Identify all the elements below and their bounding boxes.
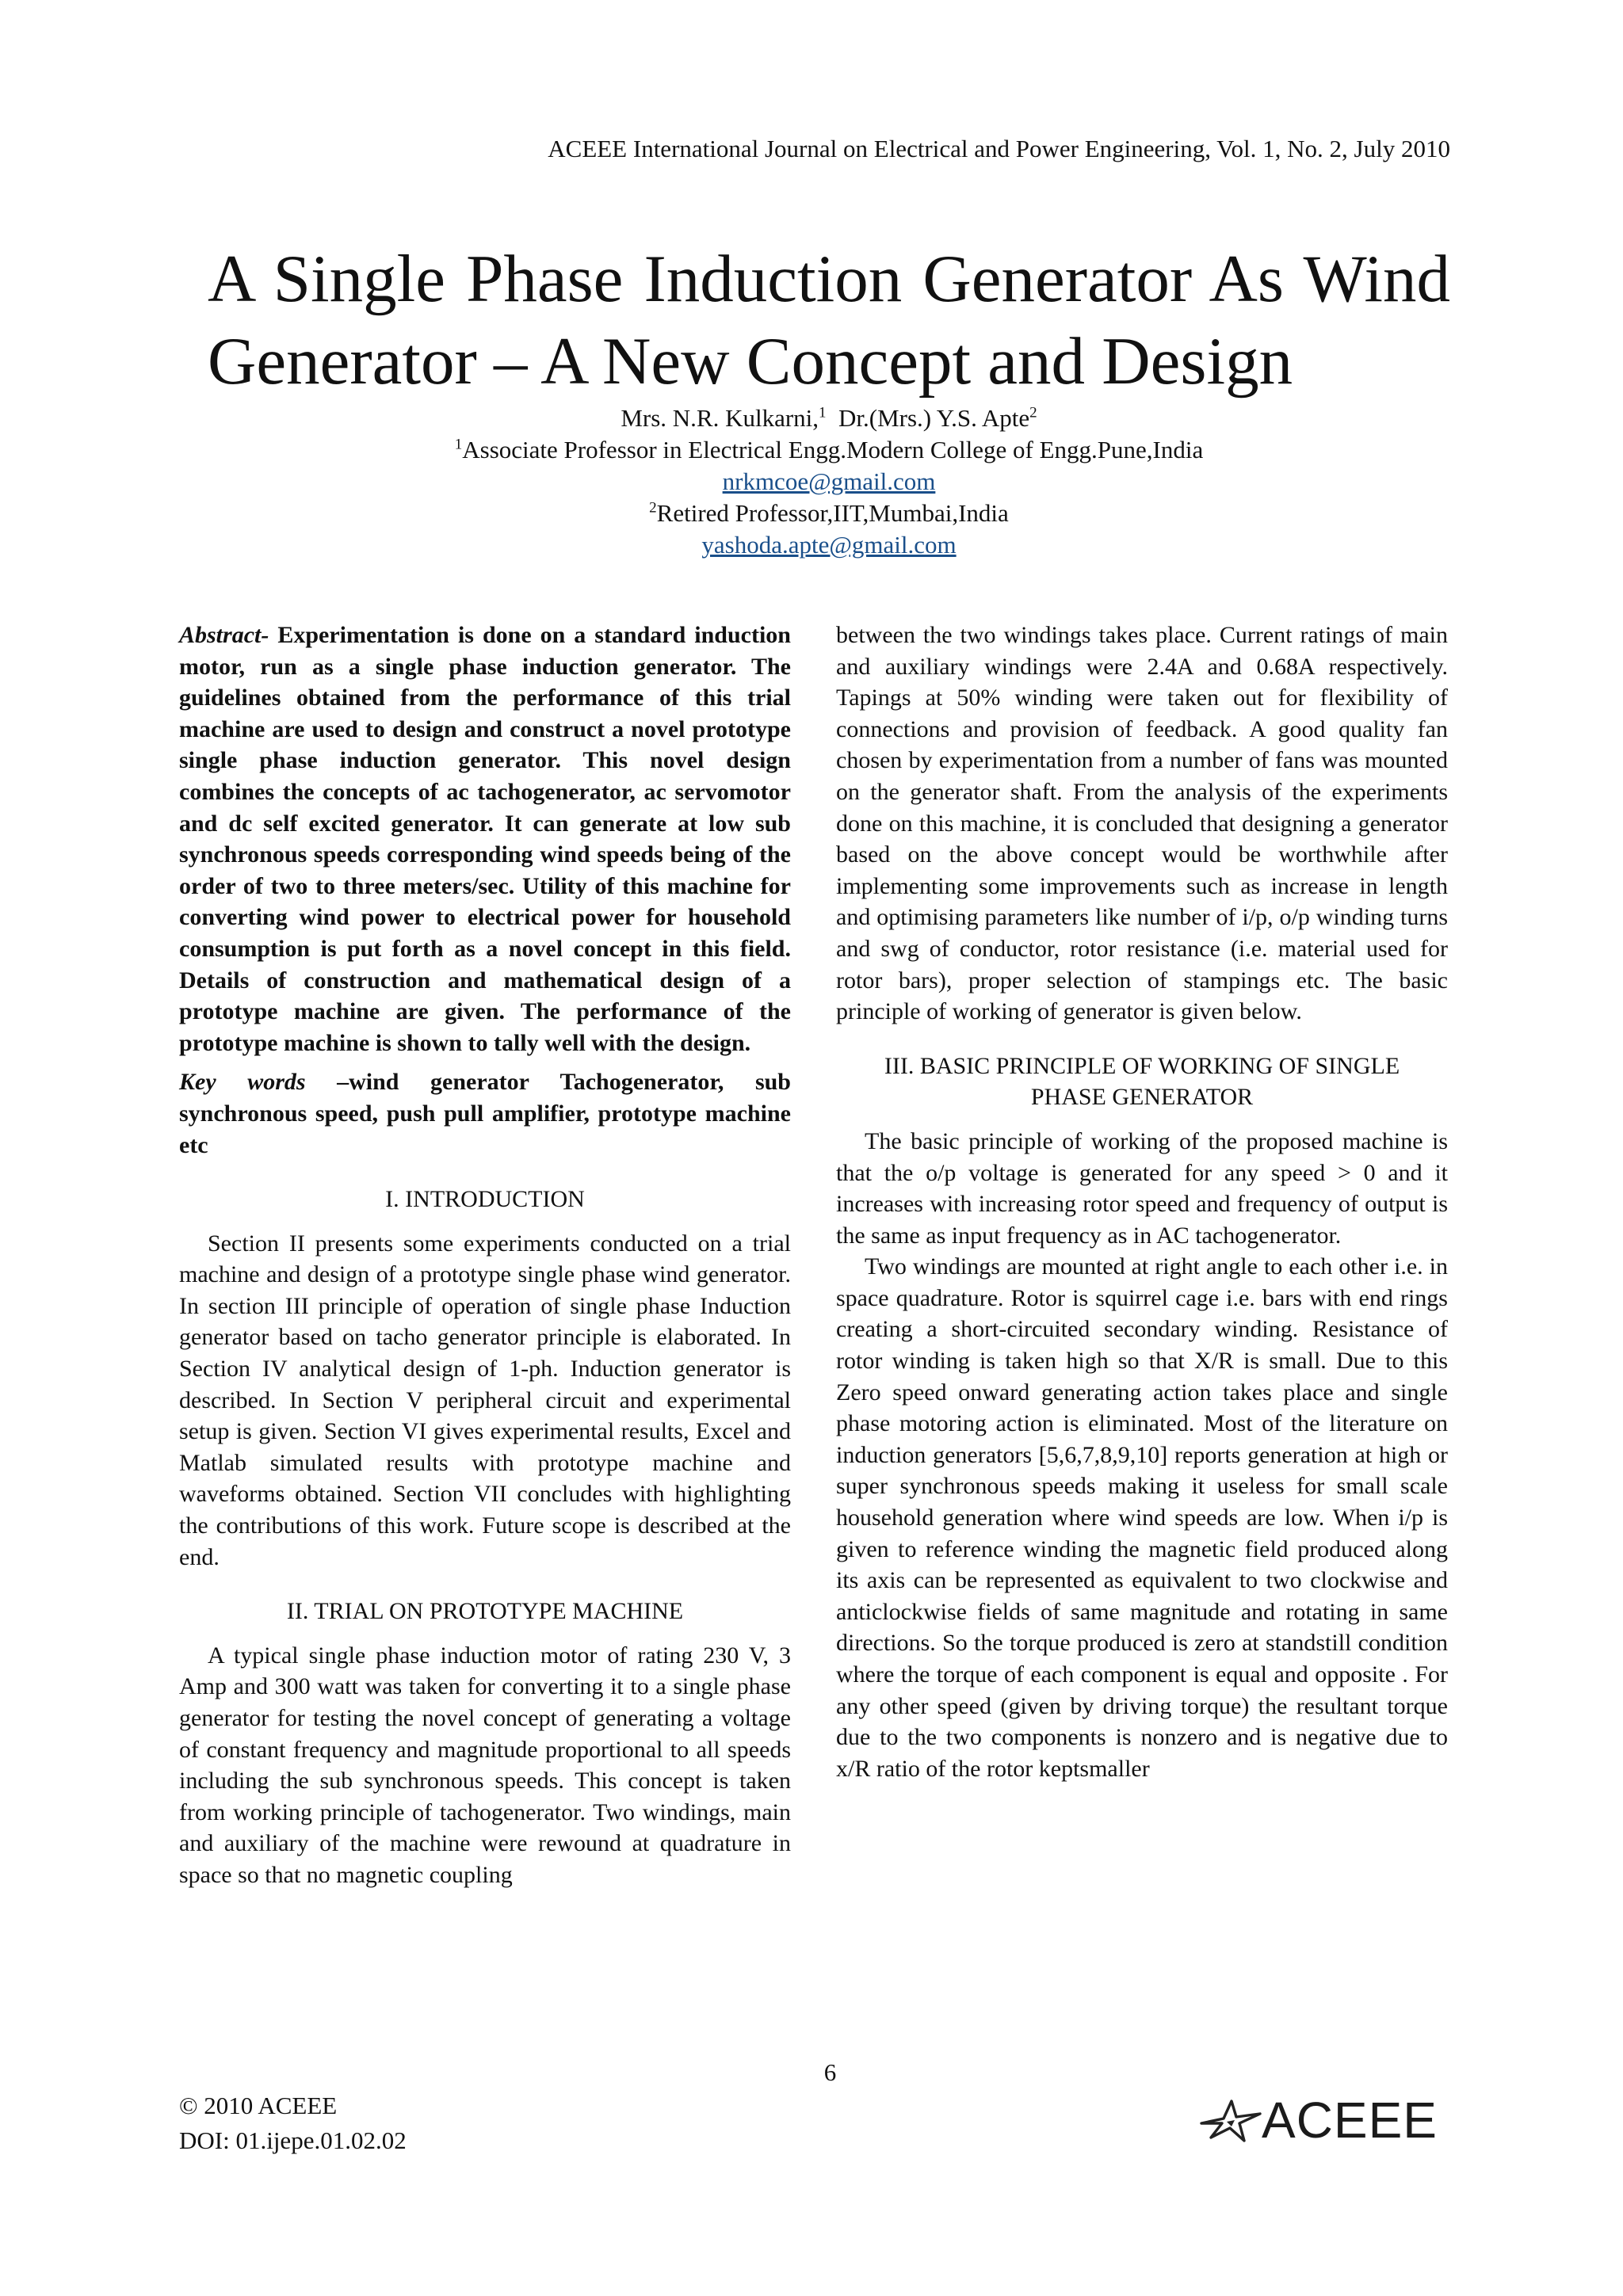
aceee-logo (1195, 2088, 1457, 2152)
affiliation-2 (208, 498, 1450, 529)
section-heading-basic-principle-line2: PHASE GENERATOR (1030, 1084, 1254, 1111)
basic-principle-paragraph-1: The basic principle of working of the proposed machine is that the o/p voltage is generated for any speed > 0 and it increases with increasing rotor speed and frequency of output is the same as input frequency as in AC tachogenerator. (836, 1127, 1448, 1249)
section-heading-trial: II. TRIAL ON PROTOTYPE MACHINE (286, 1598, 684, 1625)
section-heading-basic-principle-line1: III. BASIC PRINCIPLE OF WORKING OF SINGLE (884, 1052, 1400, 1079)
author-2-sup: 2 (1029, 404, 1037, 421)
introduction-paragraph: Section II presents some experiments conducted on a trial machine and design of a prototype single phase wind generator. In section III principle of operation of single phase Induction generator based on tacho generator principle is elaborated. In Section IV analytical design of 1-ph. Induction generator is described. In Section V peripheral circuit and experimental setup is given. Section VI gives experimental results, Excel and Matlab simulated results with prototype machine and waveforms obtained. Section VII concludes with highlighting the contributions of this work. Future scope is described at the end. (179, 1230, 791, 1570)
running-head: ACEEE International Journal on Electrical and Power Engineering, Vol. 1, No. 2, July 2010 (548, 135, 1450, 162)
abstract (179, 620, 791, 1058)
affiliation-1 (208, 434, 1450, 466)
page-number: 6 (823, 2058, 837, 2086)
logo-text: ACEEE (1262, 2092, 1438, 2149)
keywords-text: –wind generator Tachogenerator, sub synchronous speed, push pull amplifier, prototype machine etc (179, 1069, 791, 1158)
author-1: Mrs. N.R. Kulkarni, (621, 404, 819, 432)
author-2: Dr.(Mrs.) Y.S. Apte (838, 404, 1030, 432)
abstract-label: Abstract- (179, 622, 269, 648)
right-column (836, 620, 1448, 1784)
footer-left (179, 2088, 407, 2158)
section-heading-introduction: I. INTRODUCTION (385, 1186, 585, 1213)
keywords-label: Key words (179, 1069, 306, 1096)
affiliation-1-text: Associate Professor in Electrical Engg.Modern College of Engg.Pune,India (462, 436, 1204, 463)
affiliation-2-sup: 2 (649, 499, 657, 517)
author-block (208, 402, 1450, 561)
keywords (179, 1066, 791, 1161)
email-link-2[interactable]: yashoda.apte@gmail.com (701, 531, 957, 559)
left-column (179, 620, 791, 1891)
aceee-star-logo-icon (1195, 2096, 1266, 2144)
copyright: © 2010 ACEEE (179, 2092, 338, 2119)
author-1-sup: 1 (819, 404, 827, 421)
affiliation-1-sup: 1 (454, 436, 463, 453)
section-heading-basic-principle (836, 1051, 1448, 1113)
trial-paragraph-continued: between the two windings takes place. Current ratings of main and auxiliary windings were 2.4A and 0.68A respectively. Tapings at 50% winding were taken out for flexibility of connections and provision of feedback. A good quality fan chosen by experimentation from a number of fans was mounted on the generator shaft. From the analysis of the experiments done on this machine, it is concluded that designing a generator based on the above concept would be worthwhile after implementing some improvements such as increase in length and optimising parameters like number of i/p, o/p winding turns and swg of conductor, rotor resistance (i.e. material used for rotor bars), proper selection of stampings etc. The basic principle of working of generator is given below. (836, 622, 1448, 1025)
basic-principle-paragraph-2: Two windings are mounted at right angle to each other i.e. in space quadrature. Rotor is squirrel cage i.e. bars with end rings creating a short-circuited secondary winding. Resistance of rotor winding is taken high so that X/R is small. Due to this Zero speed onward generating action takes place and single phase motoring action is eliminated. Most of the literature on induction generators [5,6,7,8,9,10] reports generation at high or super synchronous speeds making it useless for small scale household generation where wind speeds are low. When i/p is given to reference winding the magnetic field produced along its axis can be represented as equivalent to two clockwise and anticlockwise fields of same magnitude and rotating in same directions. So the torque produced is zero at standstill condition where the torque of each component is equal and opposite . For any other speed (given by driving torque) the resultant torque due to the two components is nonzero and is negative due to x/R ratio of the rotor keptsmaller (836, 1253, 1448, 1782)
affiliation-2-text: Retired Professor,IIT,Mumbai,India (656, 499, 1009, 527)
abstract-text: Experimentation is done on a standard induction motor, run as a single phase induction generator. The guidelines obtained from the performance of this trial machine are used to design and construct a novel prototype single phase induction generator. This novel design combines the concepts of ac tachogenerator, ac servomotor and dc self excited generator. It can generate at low sub synchronous speeds corresponding wind speeds being of the order of two to three meters/sec. Utility of this machine for converting wind power to electrical power for household consumption is put forth as a novel concept in this field. Details of construction and mathematical design of a prototype machine are given. The performance of the prototype machine is shown to tally well with the design. (179, 622, 791, 1056)
author-names (208, 402, 1450, 434)
paper-title: A Single Phase Induction Generator As Wind Generator – A New Concept and Design (208, 242, 1450, 399)
trial-paragraph: A typical single phase induction motor of rating 230 V, 3 Amp and 300 watt was taken for converting it to a single phase generator for testing the novel concept of generating a voltage of constant frequency and magnitude proportional to all speeds including the sub synchronous speeds. This concept is taken from working principle of tachogenerator. Two windings, main and auxiliary of the machine were rewound at quadrature in space so that no magnetic coupling (179, 1642, 791, 1888)
email-link-1[interactable]: nrkmcoe@gmail.com (722, 467, 936, 495)
doi: DOI: 01.ijepe.01.02.02 (179, 2126, 407, 2154)
